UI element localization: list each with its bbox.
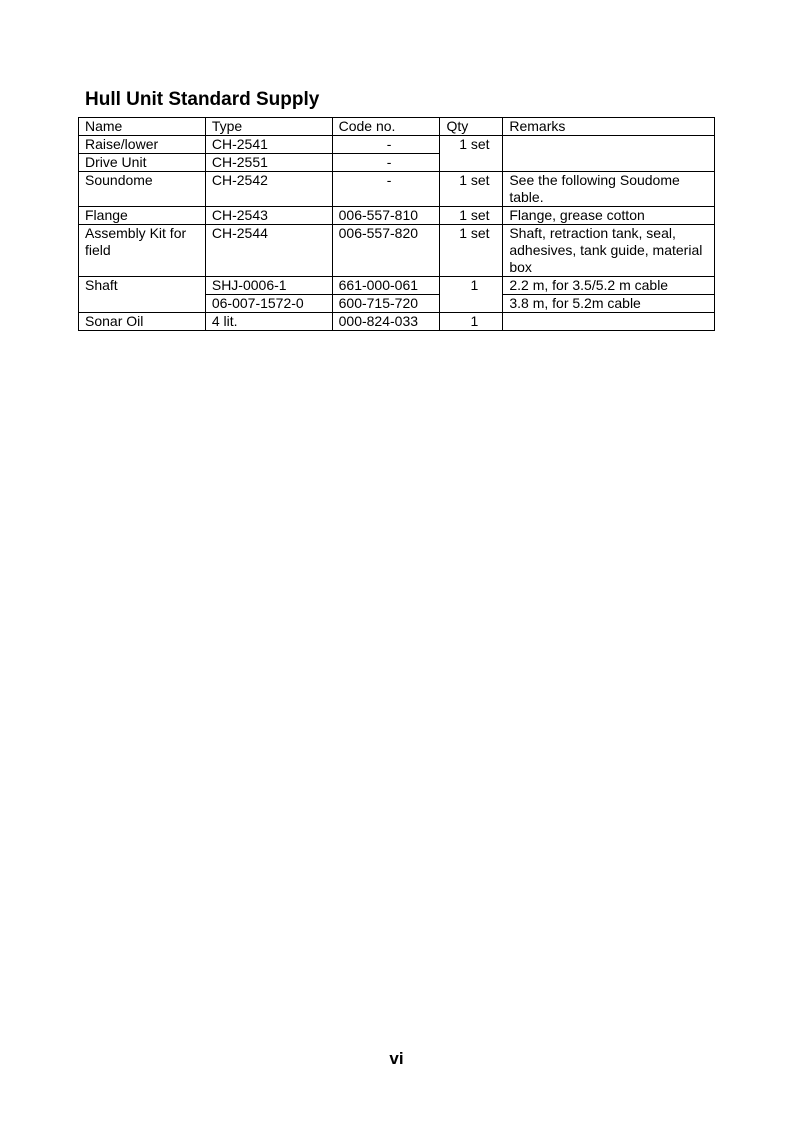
cell-remarks	[503, 313, 715, 331]
table-row	[79, 313, 715, 331]
cell-remarks: Flange, grease cotton	[503, 207, 715, 225]
header-qty: Qty	[440, 118, 503, 136]
cell-code: 600-715-720	[332, 295, 440, 313]
cell-code: -	[332, 136, 440, 154]
table-row	[79, 172, 715, 207]
cell-qty: 1 set	[440, 136, 503, 172]
cell-name: Soundome	[79, 172, 206, 207]
cell-name: Drive Unit	[79, 154, 206, 172]
cell-qty: 1	[440, 313, 503, 331]
cell-remarks: See the following Soudome table.	[503, 172, 715, 207]
header-remarks: Remarks	[503, 118, 715, 136]
cell-name: Flange	[79, 207, 206, 225]
cell-type: CH-2541	[205, 136, 332, 154]
cell-qty: 1 set	[440, 172, 503, 207]
document-title: Hull Unit Standard Supply	[85, 89, 320, 110]
cell-code: 661-000-061	[332, 277, 440, 295]
header-type: Type	[205, 118, 332, 136]
cell-code: 006-557-810	[332, 207, 440, 225]
cell-remarks	[503, 136, 715, 172]
cell-name: Raise/lower	[79, 136, 206, 154]
cell-type: CH-2544	[205, 225, 332, 277]
cell-type: 4 lit.	[205, 313, 332, 331]
table-row	[79, 136, 715, 154]
header-name: Name	[79, 118, 206, 136]
cell-type: SHJ-0006-1	[205, 277, 332, 295]
cell-type: CH-2543	[205, 207, 332, 225]
cell-type: CH-2542	[205, 172, 332, 207]
table-header-row	[79, 118, 715, 136]
cell-code: -	[332, 172, 440, 207]
standard-supply-table	[78, 117, 715, 331]
cell-remarks: 3.8 m, for 5.2m cable	[503, 295, 715, 313]
page-number: vi	[389, 1049, 404, 1068]
cell-name: Sonar Oil	[79, 313, 206, 331]
table-row	[79, 225, 715, 277]
cell-type: 06-007-1572-0	[205, 295, 332, 313]
cell-remarks: 2.2 m, for 3.5/5.2 m cable	[503, 277, 715, 295]
cell-name: Shaft	[79, 277, 206, 313]
cell-qty: 1 set	[440, 207, 503, 225]
cell-code: 000-824-033	[332, 313, 440, 331]
cell-remarks: Shaft, retraction tank, seal, adhesives, tank guide, material box	[503, 225, 715, 277]
cell-type: CH-2551	[205, 154, 332, 172]
cell-qty: 1	[440, 277, 503, 313]
header-code: Code no.	[332, 118, 440, 136]
table-row	[79, 277, 715, 295]
cell-name: Assembly Kit for field	[79, 225, 206, 277]
cell-code: -	[332, 154, 440, 172]
cell-code: 006-557-820	[332, 225, 440, 277]
cell-qty: 1 set	[440, 225, 503, 277]
table-row	[79, 207, 715, 225]
